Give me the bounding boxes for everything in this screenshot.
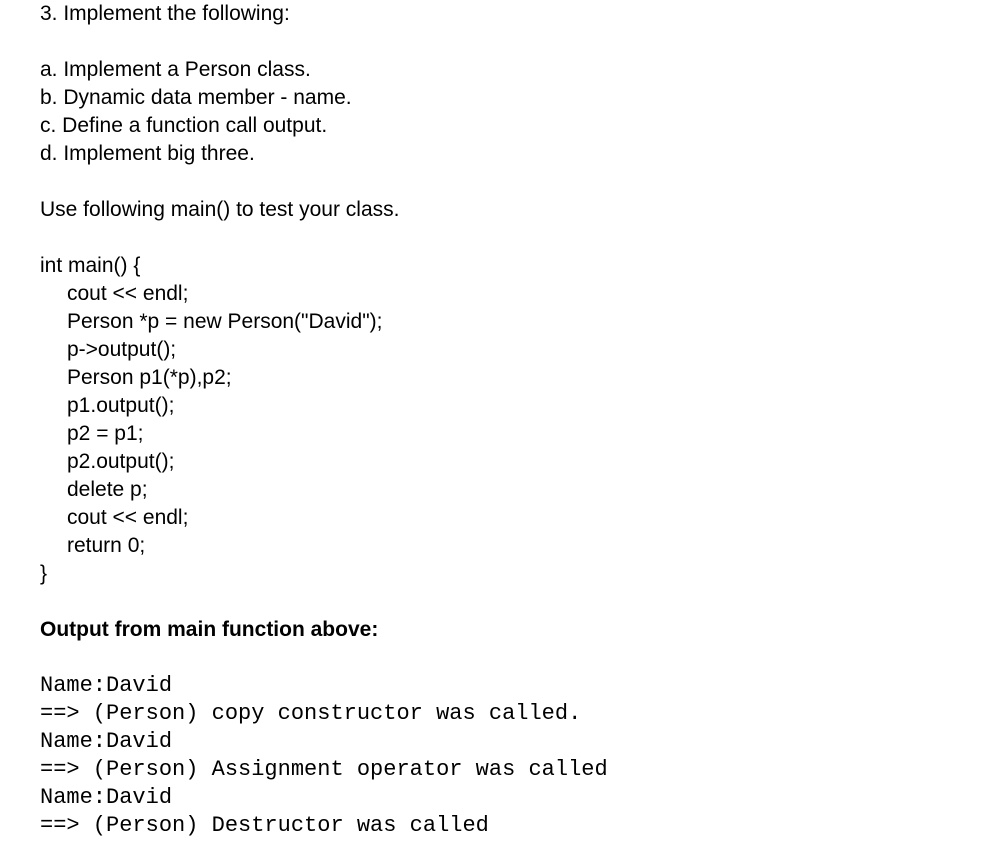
code-line: delete p; (67, 478, 148, 501)
code-line: p2 = p1; (67, 422, 144, 445)
code-line-close: } (40, 562, 48, 585)
spacer (40, 28, 980, 56)
requirement-item-b: b. Dynamic data member - name. (40, 86, 352, 109)
code-line: cout << endl; (67, 282, 189, 305)
code-line: p2.output(); (67, 450, 175, 473)
code-line: Person p1(*p),p2; (67, 366, 232, 389)
output-heading: Output from main function above: (40, 618, 379, 641)
requirement-item-c: c. Define a function call output. (40, 114, 328, 137)
output-line: ==> (Person) Destructor was called (40, 813, 489, 838)
code-block (40, 252, 980, 588)
instruction-text: Use following main() to test your class. (40, 198, 400, 221)
question-title: 3. Implement the following: (40, 2, 290, 25)
code-line: Person *p = new Person("David"); (67, 310, 383, 333)
output-line: Name:David (40, 673, 173, 698)
code-line: cout << endl; (67, 506, 189, 529)
requirement-item-d: d. Implement big three. (40, 142, 255, 165)
output-line: Name:David (40, 785, 173, 810)
output-line: Name:David (40, 729, 173, 754)
code-line: p->output(); (67, 338, 177, 361)
code-line-open: int main() { (40, 254, 141, 277)
spacer (40, 224, 980, 252)
requirement-item-a: a. Implement a Person class. (40, 58, 311, 81)
spacer (40, 588, 980, 616)
code-line: return 0; (67, 534, 146, 557)
document-page (40, 0, 980, 840)
output-line: ==> (Person) copy constructor was called. (40, 701, 582, 726)
spacer (40, 644, 980, 672)
spacer (40, 168, 980, 196)
output-block (40, 672, 980, 840)
code-line: p1.output(); (67, 394, 175, 417)
output-line: ==> (Person) Assignment operator was called (40, 757, 608, 782)
